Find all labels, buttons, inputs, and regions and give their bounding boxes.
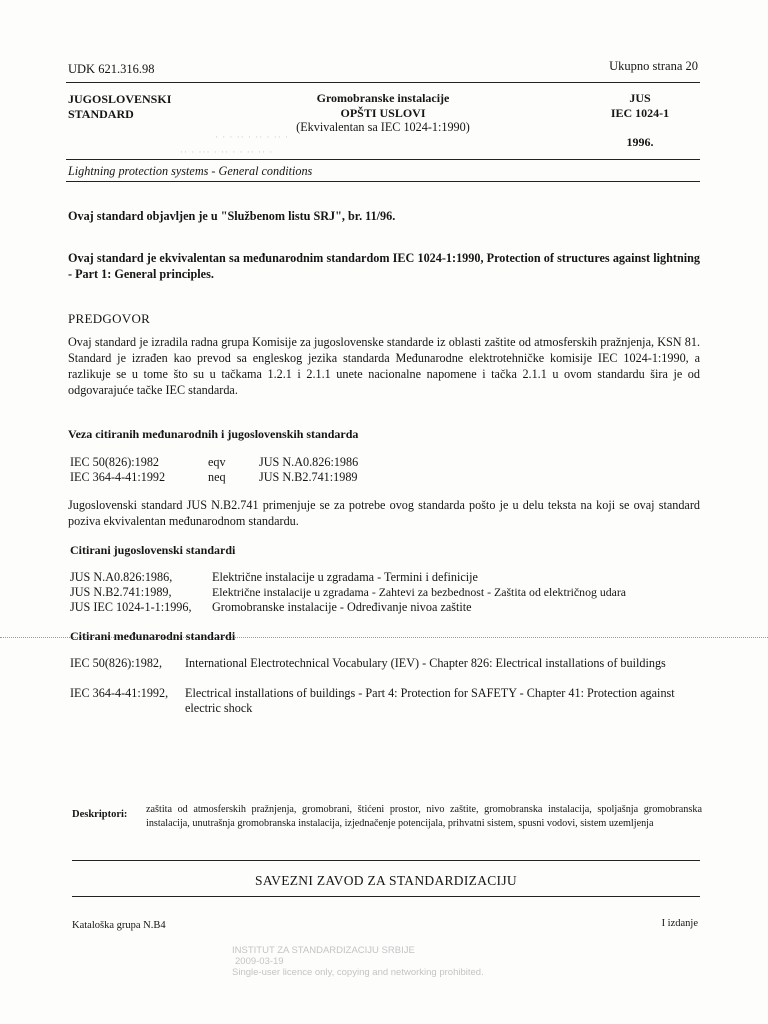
standard-label-line2: STANDARD: [68, 107, 134, 121]
standard-title: Električne instalacije u zgradama - Termini i definicije: [212, 570, 478, 584]
publication-notice: Ovaj standard objavljen je u "Službenom listu SRJ", br. 11/96.: [68, 209, 396, 223]
relation: neq: [208, 470, 226, 484]
standard-label-line1: JUGOSLOVENSKI: [68, 92, 172, 106]
standard-code: JUS N.A0.826:1986,: [70, 570, 173, 584]
document-title: Gromobranske instalacije: [316, 91, 450, 105]
intl-standard-row: [70, 686, 702, 718]
standard-title: Electrical installations of buildings - Part 4: Protection for SAFETY - Chapter 41: Protection against electric shock: [185, 686, 675, 715]
standard-title: Električne instalacije u zgradama - Zahtevi za bezbednost - Zaštita od električnog udara: [212, 585, 627, 599]
iec-reference: IEC 50(826):1982: [70, 455, 160, 469]
standard-code: IEC 50(826):1982,: [70, 656, 163, 670]
standard-code: JUS N.B2.741:1989,: [70, 585, 172, 599]
header-rule-middle: [66, 159, 700, 160]
relation: eqv: [208, 455, 226, 469]
foreword-text: Ovaj standard je izradila radna grupa Komisije za jugoslovenske standarde iz oblasti zaštite od atmosferskih pražnjenja, KSN 81. Standard je izrađen kao prevod sa engleskog jezika standarda Međunarodne elektrotehničke komisije IEC 1024-1:1990, a razlikuje se u tome što su u tačkama 1.2.1 i 2.1.1 unete nacionalne napomene i tačka 2.1.1 u ovom standardu šira je od odgovarajuće tačke IEC standarda.: [68, 335, 700, 397]
yu-standard-row: [70, 600, 710, 616]
intl-standard-row: [70, 656, 702, 688]
udk-code: UDK 621.316.98: [68, 62, 155, 76]
standards-link-heading: Veza citiranih međunarodnih i jugoslovenskih standarda: [68, 427, 359, 441]
licence-watermark-line2: 2009-03-19: [235, 956, 284, 967]
standard-code: IEC 364-4-41:1992,: [70, 686, 169, 700]
scan-noise: ·· · ··· · ·· · · ·· ·· ·: [180, 147, 274, 157]
yu-standards-heading: Citirani jugoslovenski standardi: [70, 543, 236, 557]
catalog-group: Kataloška grupa N.B4: [72, 920, 166, 931]
standard-code-iec: IEC 1024-1: [610, 106, 670, 120]
standard-code-jus: JUS: [629, 91, 651, 105]
publisher-name: SAVEZNI ZAVOD ZA STANDARDIZACIJU: [255, 873, 517, 888]
equivalence-statement: Ovaj standard je ekvivalentan sa međunarodnim standardom IEC 1024-1:1990, Protection of structures against lightning - Part 1: General principles.: [68, 251, 700, 281]
footer-rule-bottom: [72, 896, 700, 897]
standard-title: Gromobranske instalacije - Određivanje nivoa zaštite: [212, 600, 472, 614]
jus-reference: JUS N.A0.826:1986: [259, 455, 359, 469]
equivalence-note: (Ekvivalentan sa IEC 1024-1:1990): [296, 120, 470, 134]
yu-standard-row: [70, 585, 710, 601]
footer-rule-top: [72, 860, 700, 861]
header-rule-top: [66, 82, 700, 83]
header-rule-bottom: [66, 181, 700, 182]
yu-standard-row: [70, 570, 710, 586]
edition: I izdanje: [661, 918, 698, 929]
standard-code: JUS IEC 1024-1-1:1996,: [70, 600, 192, 614]
jus-reference: JUS N.B2.741:1989: [259, 470, 358, 484]
total-pages: Ukupno strana 20: [609, 59, 698, 73]
licence-watermark-line3: Single-user licence only, copying and networking prohibited.: [232, 967, 484, 978]
standards-link-row: [70, 470, 700, 486]
descriptors-label: Deskriptori:: [72, 809, 128, 820]
iec-reference: IEC 364-4-41:1992: [70, 470, 166, 484]
descriptors-text: zaštita od atmosferskih pražnjenja, gromobrani, štićeni prostor, nivo zaštite, gromobranska instalacija, spoljašnja gromobranska instalacija, unutrašnja gromobranska instalacija, izjednačenje potencijala, prihvatni sistem, spusni vodovi, sistem uzemljenja: [146, 804, 702, 829]
scan-noise: · · · ·· · ·· · ·· ·: [215, 132, 289, 142]
document-subtitle: OPŠTI USLOVI: [340, 106, 426, 120]
foreword-heading: PREDGOVOR: [68, 311, 151, 326]
licence-watermark-line1: INSTITUT ZA STANDARDIZACIJU SRBIJE: [232, 945, 415, 956]
english-title: Lightning protection systems - General conditions: [68, 164, 313, 178]
standards-link-row: [70, 455, 700, 471]
standard-year: 1996.: [626, 135, 654, 149]
standard-title: International Electrotechnical Vocabulary (IEV) - Chapter 826: Electrical installations of buildings: [185, 656, 666, 670]
intl-standards-heading: Citirani međunarodni standardi: [70, 629, 236, 643]
standards-link-note: Jugoslovenski standard JUS N.B2.741 primenjuje se za potrebe ovog standarda pošto je u delu teksta na koji se ovaj standard poziva ekvivalentan međunarodnom standardu.: [68, 498, 700, 528]
